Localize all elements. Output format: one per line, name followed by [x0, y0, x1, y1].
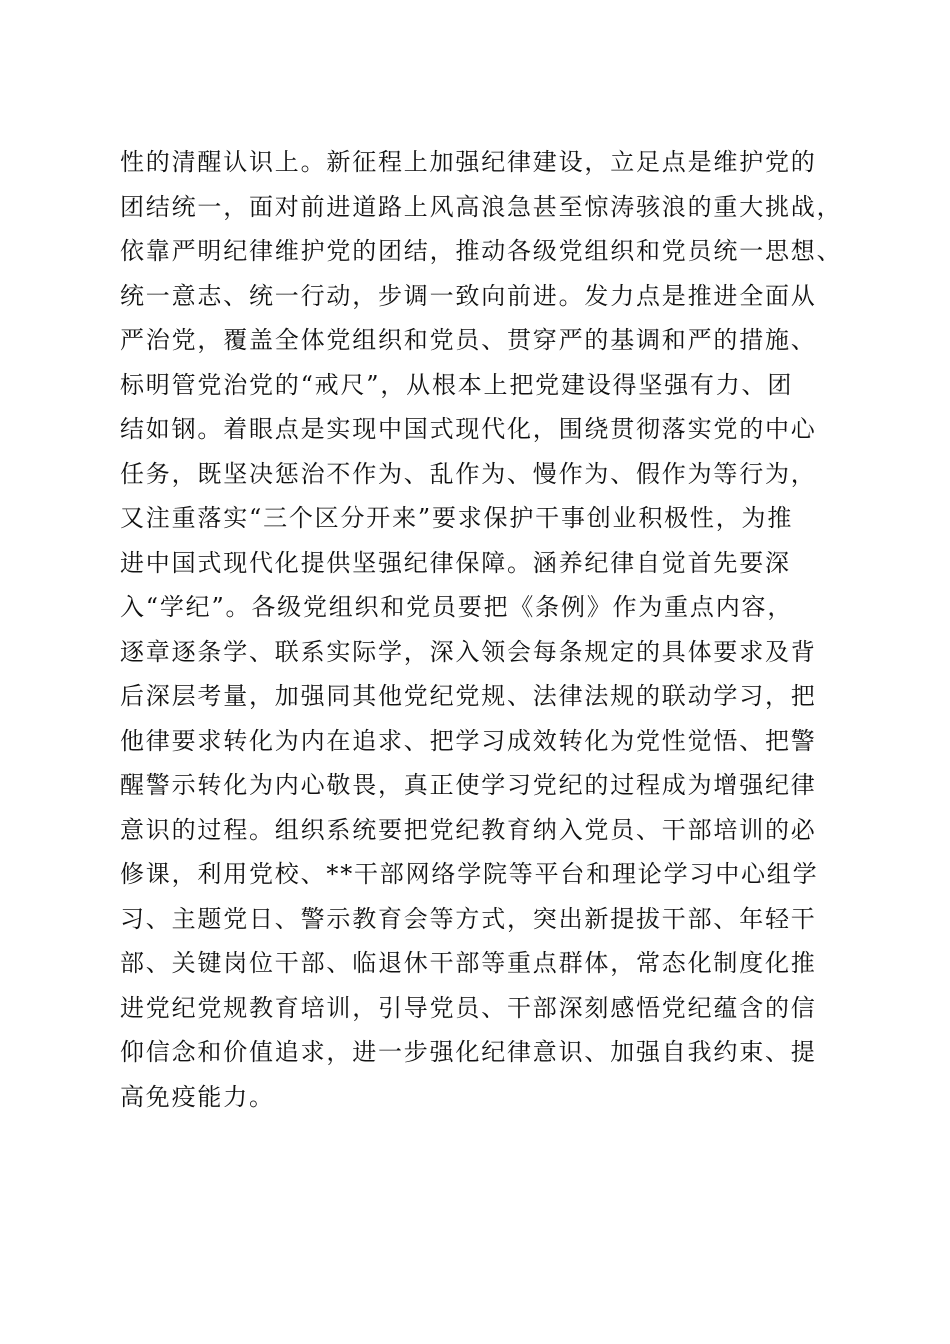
- text-line-21: 仰信念和价值追求，进一步强化纪律意识、加强自我约束、提: [120, 1038, 817, 1066]
- text-line-8: 任务，既坚决惩治不作为、乱作为、慢作为、假作为等行为，: [120, 459, 817, 488]
- text-line-6: 标明管党治党的“戒尺”，从根本上把党建设得坚强有力、团: [120, 370, 794, 399]
- text-line-10: 进中国式现代化提供坚强纪律保障。涵养纪律自觉首先要深: [120, 548, 791, 577]
- text-line-19: 部、关键岗位干部、临退休干部等重点群体，常态化制度化推: [120, 949, 817, 977]
- text-line-5: 严治党，覆盖全体党组织和党员、贯穿严的基调和严的措施、: [120, 326, 817, 354]
- text-line-3: 依靠严明纪律维护党的团结，推动各级党组织和党员统一思想、: [120, 237, 843, 265]
- text-line-18: 习、主题党日、警示教育会等方式，突出新提拔干部、年轻干: [120, 904, 817, 933]
- text-line-1: 性的清醒认识上。新征程上加强纪律建设，立足点是维护党的: [120, 148, 817, 176]
- text-line-12: 逐章逐条学、联系实际学，深入领会每条规定的具体要求及背: [120, 637, 817, 666]
- text-line-15: 醒警示转化为内心敬畏，真正使学习党纪的过程成为增强纪律: [120, 771, 817, 799]
- text-line-7: 结如钢。着眼点是实现中国式现代化，围绕贯彻落实党的中心: [120, 415, 817, 443]
- text-line-17: 修课，利用党校、**干部网络学院等平台和理论学习中心组学: [120, 860, 819, 888]
- text-line-20: 进党纪党规教育培训，引导党员、干部深刻感悟党纪蕴含的信: [120, 993, 817, 1022]
- text-line-9: 又注重落实“三个区分开来”要求保护干事创业积极性，为推: [120, 504, 794, 532]
- text-line-22: 高免疫能力。: [120, 1082, 275, 1111]
- body-paragraph: [120, 140, 860, 1119]
- text-line-14: 他律要求转化为内在追求、把学习成效转化为党性觉悟、把警: [120, 726, 817, 755]
- text-line-4: 统一意志、统一行动，步调一致向前进。发力点是推进全面从: [120, 281, 817, 310]
- text-line-11: 入“学纪”。各级党组织和党员要把《条例》作为重点内容，: [120, 593, 794, 621]
- text-line-2: 团结统一，面对前进道路上风高浪急甚至惊涛骇浪的重大挑战，: [120, 192, 843, 221]
- text-line-13: 后深层考量，加强同其他党纪党规、法律法规的联动学习，把: [120, 682, 817, 710]
- text-line-16: 意识的过程。组织系统要把党纪教育纳入党员、干部培训的必: [120, 815, 817, 844]
